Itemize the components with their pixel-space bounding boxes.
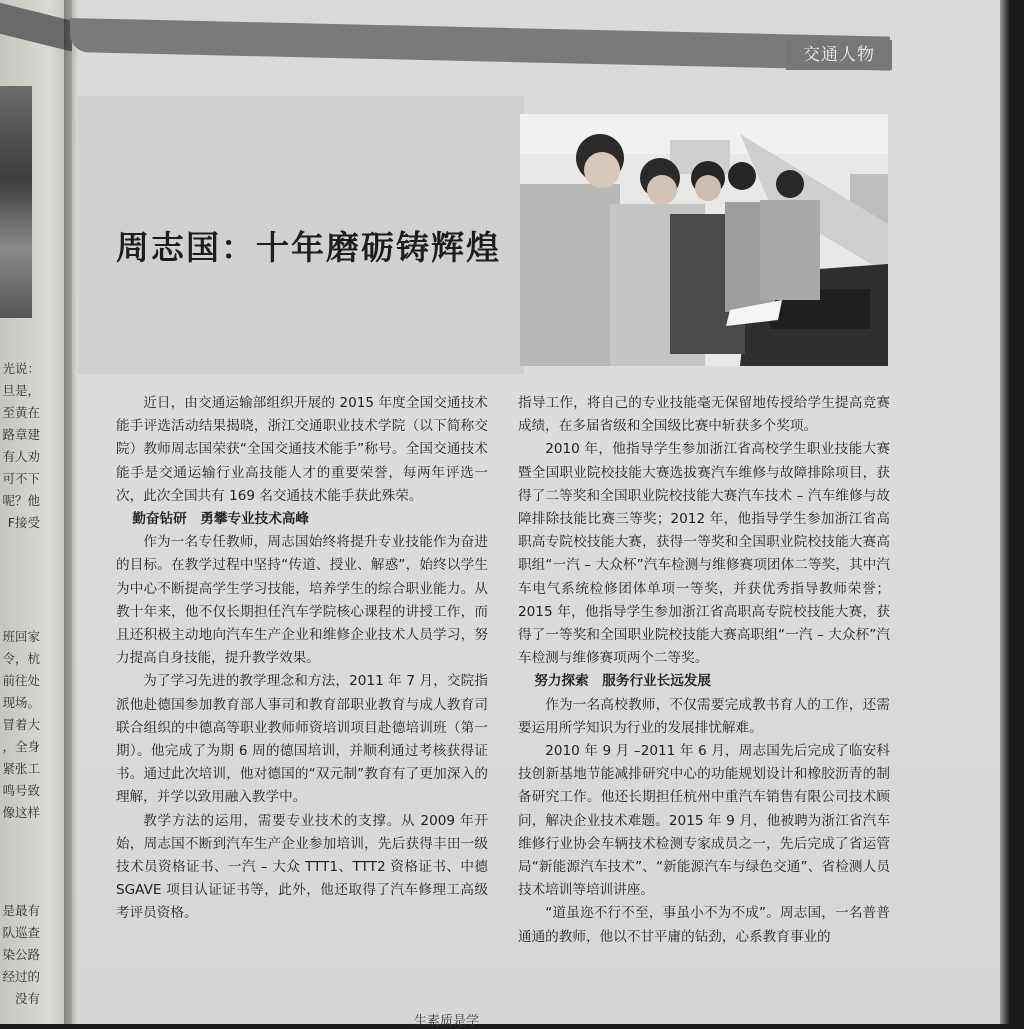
article-photo [520, 114, 888, 366]
article-column-2 [518, 392, 890, 949]
article-title: 周志国：十年磨砺铸辉煌 [116, 228, 501, 267]
previous-page-line: 令，杭 [2, 651, 40, 666]
previous-page-line: 像这样 [2, 805, 40, 820]
previous-page-line: 鸣号致 [2, 783, 40, 798]
previous-page-header-band [0, 2, 72, 53]
section-tag: 交通人物 [786, 40, 892, 70]
previous-page-line: 冒着大 [2, 717, 40, 732]
previous-page-line: 路章建 [2, 427, 40, 442]
previous-page-text-bottom [0, 900, 60, 1010]
paragraph: 作为一名专任教师，周志国始终将提升专业技能作为奋进的目标。在教学过程中坚持“传道、授业、解惑”，始终以学生为中心不断提高学生学习技能，培养学生的综合职业能力。从教十年来，他不仅长期担任汽车学院核心课程的讲授工作，而且还积极主动地向汽车生产企业和维修企业技术人员学习，努力提高自身技能，提升教学效果。 [116, 534, 488, 667]
previous-page-photo [0, 86, 32, 318]
previous-page-text-top [0, 358, 60, 534]
section-heading: 努力探索 服务行业长远发展 [534, 673, 712, 690]
previous-page-line: 是最有 [2, 903, 40, 918]
previous-page-line: F接受 [7, 515, 40, 530]
previous-page-line: 呢？他 [2, 493, 40, 508]
previous-page-line: 班回家 [2, 629, 40, 644]
previous-page-line: 有人劝 [2, 449, 40, 464]
paragraph: “道虽迩不行不至，事虽小不为不成”。周志国，一名普普通通的教师，他以不甘平庸的钻劲，心系教育事业的 [518, 905, 890, 945]
previous-page-line: 染公路 [2, 947, 40, 962]
article-column-1 [116, 392, 488, 926]
paragraph: 指导工作，将自己的专业技能毫无保留地传授给学生提高竞赛成绩，在多届省级和全国级比赛中斩获多个奖项。 [518, 395, 890, 435]
page-right-edge [1000, 0, 1024, 1024]
previous-page-line: 没有 [14, 991, 40, 1006]
previous-page-line: ，全身 [2, 739, 40, 754]
previous-page-line: 可不下 [2, 471, 40, 486]
bottom-text-fragment: 生素质是学 [414, 1014, 480, 1029]
paragraph: 教学方法的运用，需要专业技术的支撑。从 2009 年开始，周志国不断到汽车生产企业参加培训，先后获得丰田一级技术员资格证书、一汽 – 大众 TTT1、TTT2 资格证书、中德 SGAVE 项目认证证书等，此外，他还取得了汽车修理工高级考评员资格。 [116, 812, 488, 922]
paragraph: 为了学习先进的教学理念和方法，2011 年 7 月，交院指派他赴德国参加教育部人事司和教育部职业教育与成人教育司联合组织的中德高等职业教师师资培训项目赴德培训班（第一期）。他完成了为期 6 周的德国培训，并顺利通过考核获得证书。通过此次培训，他对德国的“双元制”教育有了更加深入的理解，并学以致用融入教学中。 [116, 673, 488, 806]
previous-page-line: 至黄在 [2, 405, 40, 420]
previous-page-line: 旦是， [2, 383, 40, 398]
previous-page-line: 现场。 [2, 695, 40, 710]
paragraph: 近日，由交通运输部组织开展的 2015 年度全国交通技术能手评选活动结果揭晓，浙江交通职业技术学院（以下简称交院）教师周志国荣获“全国交通技术能手”称号。全国交通技术能手是交通运输行业高技能人才的重要荣誉，每两年评选一次，此次全国共有 169 名交通技术能手获此殊荣。 [116, 395, 488, 504]
previous-page-line: 光说： [2, 361, 40, 376]
paragraph: 作为一名高校教师，不仅需要完成教书育人的工作，还需要运用所学知识为行业的发展排忧解难。 [518, 696, 890, 736]
paragraph: 2010 年，他指导学生参加浙江省高校学生职业技能大赛暨全国职业院校技能大赛选拔赛汽车维修与故障排除项目，获得了二等奖和全国职业院校技能大赛汽车技术 – 汽车维修与故障排除技能比赛三等奖；2012 年，他指导学生参加浙江省高职高专院校技能大赛，获得一等奖和全国职业院校技能大赛高职组“一汽 – 大众杯”汽车检测与维修赛项团体二等奖，其中汽车电气系统检修团体单项一等奖，并获优秀指导教师荣誉；2015 年，他指导学生参加浙江省高职高专院校技能大赛，获得了一等奖和全国职业院校技能大赛高职组“一汽 – 大众杯”汽车检测与维修赛项两个二等奖。 [518, 441, 890, 667]
previous-page-line: 紧张工 [2, 761, 40, 776]
previous-page-text-middle [0, 626, 60, 824]
section-heading: 勤奋钻研 勇攀专业技术高峰 [132, 511, 310, 528]
page-spine-shadow [64, 0, 78, 1024]
group-photo-students-at-car-engine [520, 114, 888, 366]
previous-page-edge [0, 0, 72, 1024]
previous-page-line: 队巡查 [2, 925, 40, 940]
paragraph: 2010 年 9 月 –2011 年 6 月，周志国先后完成了临安科技创新基地节能减排研究中心的功能规划设计和橡胶沥青的制备研究工作。他还长期担任杭州中重汽车销售有限公司技术顾问，解决企业技术难题。2015 年 9 月，他被聘为浙江省汽车维修行业协会车辆技术检测专家成员之一，先后完成了省运管局“新能源汽车技术”、“新能源汽车与绿色交通”、省检测人员技术培训等培训讲座。 [518, 743, 890, 899]
previous-page-line: 经过的 [2, 969, 40, 984]
previous-page-line: 前往处 [2, 673, 40, 688]
